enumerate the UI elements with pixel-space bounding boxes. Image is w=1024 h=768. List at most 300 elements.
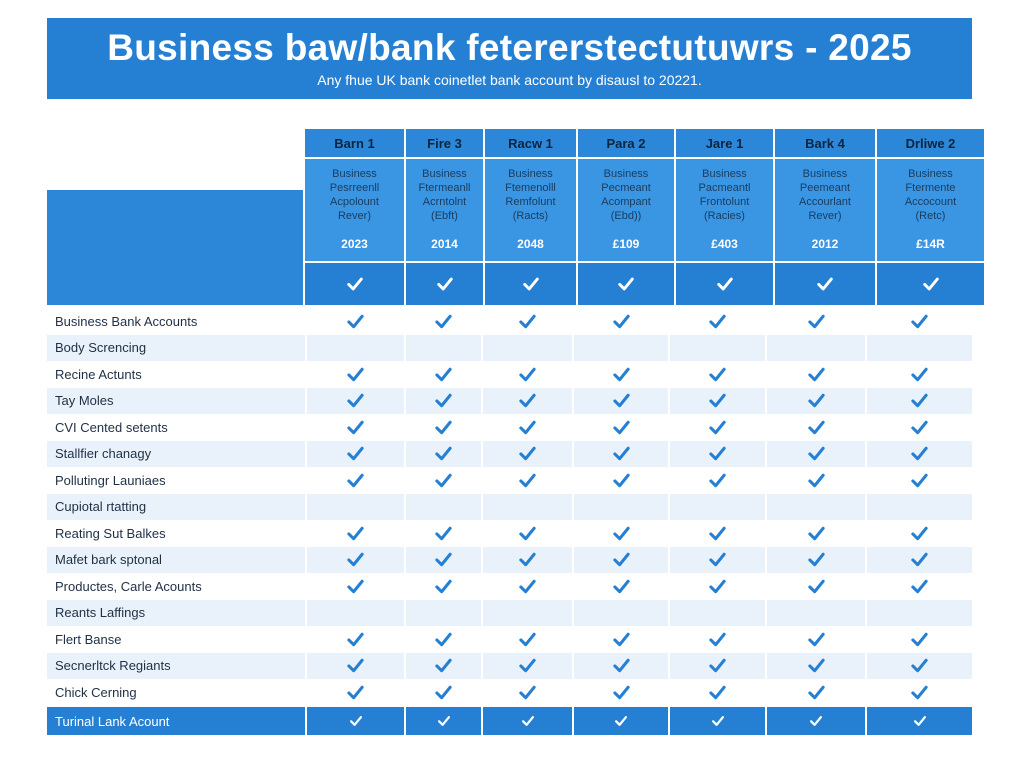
table-row xyxy=(47,441,972,468)
table-cell xyxy=(404,467,481,494)
check-icon xyxy=(434,312,453,331)
description-line: (Ebd)) xyxy=(610,210,642,222)
check-icon xyxy=(346,550,365,569)
check-icon xyxy=(518,471,537,490)
table-cell xyxy=(572,547,668,574)
check-icon xyxy=(346,683,365,702)
table-cell xyxy=(572,335,668,362)
table-cell xyxy=(481,494,572,521)
check-icon xyxy=(434,550,453,569)
table-cell xyxy=(305,547,404,574)
row-label: Productes, Carle Acounts xyxy=(55,578,202,594)
column-header xyxy=(485,129,578,305)
column-header xyxy=(305,129,406,305)
check-icon xyxy=(518,683,537,702)
check-icon xyxy=(346,365,365,384)
column-year: 2014 xyxy=(431,237,458,251)
check-icon xyxy=(612,524,631,543)
table-cell xyxy=(668,335,765,362)
title-banner xyxy=(47,18,972,99)
column-year: £109 xyxy=(612,237,640,251)
table-cell xyxy=(404,573,481,600)
check-icon xyxy=(518,630,537,649)
footer-label: Turinal Lank Acount xyxy=(55,713,170,729)
table-cell xyxy=(765,308,865,335)
check-icon xyxy=(617,275,635,293)
check-icon xyxy=(809,714,823,728)
table-cell xyxy=(668,388,765,415)
check-icon xyxy=(807,550,826,569)
check-icon xyxy=(612,418,631,437)
check-icon xyxy=(518,524,537,543)
check-icon xyxy=(910,365,929,384)
check-icon xyxy=(612,391,631,410)
check-icon xyxy=(434,577,453,596)
table-cell xyxy=(305,388,404,415)
header-check-cell xyxy=(578,263,674,305)
check-icon xyxy=(612,577,631,596)
description-line: Business xyxy=(508,168,553,180)
check-icon xyxy=(910,577,929,596)
table-cell xyxy=(572,388,668,415)
table-cell xyxy=(668,573,765,600)
check-icon xyxy=(434,630,453,649)
description-line: Ftermeanll xyxy=(418,182,471,194)
table-row xyxy=(47,626,972,653)
table-cell xyxy=(668,600,765,627)
check-icon xyxy=(346,391,365,410)
table-cell xyxy=(305,679,404,706)
check-icon xyxy=(518,550,537,569)
row-label: Business Bank Accounts xyxy=(55,313,198,329)
column-header xyxy=(676,129,775,305)
table-cell xyxy=(572,653,668,680)
footer-cell xyxy=(481,707,572,735)
row-label: Reants Laffings xyxy=(55,605,146,621)
check-icon xyxy=(612,444,631,463)
row-label: Chick Cerning xyxy=(55,684,137,700)
check-icon xyxy=(346,471,365,490)
table-row xyxy=(47,679,972,706)
row-label: Tay Moles xyxy=(55,393,114,409)
table-cell xyxy=(765,653,865,680)
footer-cell xyxy=(765,707,865,735)
table-cell xyxy=(305,467,404,494)
table-cell xyxy=(668,653,765,680)
table-row xyxy=(47,388,972,415)
table-cell xyxy=(481,388,572,415)
header-check-cell xyxy=(877,263,984,305)
table-cell xyxy=(572,494,668,521)
row-label: Mafet bark sptonal xyxy=(55,552,162,568)
check-icon xyxy=(910,524,929,543)
table-row xyxy=(47,494,972,521)
check-icon xyxy=(910,418,929,437)
check-icon xyxy=(807,444,826,463)
description-line: Business xyxy=(802,168,848,180)
check-icon xyxy=(708,524,727,543)
check-icon xyxy=(346,577,365,596)
table-cell xyxy=(865,467,972,494)
header-check-cell xyxy=(485,263,576,305)
footer-row xyxy=(47,707,972,735)
column-headers xyxy=(305,129,972,305)
description-line: Rever) xyxy=(337,210,371,222)
table-row xyxy=(47,335,972,362)
check-icon xyxy=(708,656,727,675)
table-cell xyxy=(404,335,481,362)
table-cell xyxy=(865,361,972,388)
table-cell xyxy=(668,679,765,706)
table-cell xyxy=(572,361,668,388)
description-line: Accocount xyxy=(904,196,957,208)
description-line: Ftermente xyxy=(905,182,956,194)
table-cell xyxy=(668,494,765,521)
check-icon xyxy=(346,444,365,463)
description-line: (Racies) xyxy=(704,210,745,222)
table-cell xyxy=(404,361,481,388)
check-icon xyxy=(346,656,365,675)
check-icon xyxy=(708,365,727,384)
row-label: Secnerltck Regiants xyxy=(55,658,171,674)
table-row xyxy=(47,653,972,680)
table-cell xyxy=(572,573,668,600)
check-icon xyxy=(434,418,453,437)
check-icon xyxy=(518,365,537,384)
check-icon xyxy=(708,418,727,437)
table-cell xyxy=(404,308,481,335)
table-cell xyxy=(481,600,572,627)
table-cell xyxy=(481,626,572,653)
check-icon xyxy=(708,312,727,331)
check-icon xyxy=(434,471,453,490)
check-icon xyxy=(708,550,727,569)
feature-rows xyxy=(47,308,972,706)
table-cell xyxy=(572,600,668,627)
table-cell xyxy=(572,308,668,335)
header-check-cell xyxy=(676,263,773,305)
table-cell xyxy=(404,441,481,468)
check-icon xyxy=(522,275,540,293)
check-icon xyxy=(346,312,365,331)
check-icon xyxy=(437,714,451,728)
check-icon xyxy=(807,391,826,410)
row-label: Recine Actunts xyxy=(55,366,142,382)
check-icon xyxy=(807,656,826,675)
check-icon xyxy=(910,391,929,410)
column-description xyxy=(406,159,483,263)
table-cell xyxy=(668,547,765,574)
table-cell xyxy=(481,573,572,600)
table-cell xyxy=(765,494,865,521)
description-line: Rever) xyxy=(808,210,842,222)
table-cell xyxy=(865,308,972,335)
check-icon xyxy=(612,683,631,702)
check-icon xyxy=(807,312,826,331)
description-line: (Ebft) xyxy=(431,210,458,222)
check-icon xyxy=(518,656,537,675)
check-icon xyxy=(913,714,927,728)
description-line: Accourlant xyxy=(799,196,851,208)
row-label: Stallfier chanagy xyxy=(55,446,152,462)
check-icon xyxy=(910,312,929,331)
check-icon xyxy=(434,391,453,410)
footer-cell xyxy=(305,707,404,735)
header-check-cell xyxy=(305,263,404,305)
check-icon xyxy=(518,312,537,331)
footer-cell xyxy=(865,707,972,735)
check-icon xyxy=(434,365,453,384)
check-icon xyxy=(612,630,631,649)
description-line: Business xyxy=(908,168,953,180)
check-icon xyxy=(708,683,727,702)
table-cell xyxy=(865,626,972,653)
check-icon xyxy=(708,577,727,596)
check-icon xyxy=(708,444,727,463)
table-cell xyxy=(481,653,572,680)
description-line: Remfolunt xyxy=(505,196,556,208)
description-line: Business xyxy=(702,168,747,180)
table-cell xyxy=(572,414,668,441)
column-year: £403 xyxy=(711,237,738,251)
table-row xyxy=(47,308,972,335)
header-check-cell xyxy=(775,263,875,305)
table-cell xyxy=(305,441,404,468)
description-line: (Retc) xyxy=(915,210,946,222)
table-cell xyxy=(305,414,404,441)
description-line: Pecmeant xyxy=(601,182,651,194)
column-description xyxy=(305,159,404,263)
table-cell xyxy=(404,388,481,415)
table-cell xyxy=(765,626,865,653)
table-cell xyxy=(481,308,572,335)
table-cell xyxy=(481,335,572,362)
check-icon xyxy=(612,471,631,490)
table-row xyxy=(47,414,972,441)
row-header-block xyxy=(47,190,303,305)
check-icon xyxy=(910,550,929,569)
row-label: Flert Banse xyxy=(55,631,122,647)
table-row xyxy=(47,547,972,574)
check-icon xyxy=(910,471,929,490)
table-cell xyxy=(572,626,668,653)
table-cell xyxy=(305,361,404,388)
description-line: Acrntolnt xyxy=(422,196,467,208)
table-row xyxy=(47,600,972,627)
column-year: £14R xyxy=(916,237,945,251)
column-header xyxy=(578,129,676,305)
check-icon xyxy=(910,630,929,649)
column-description xyxy=(485,159,576,263)
table-cell xyxy=(481,441,572,468)
check-icon xyxy=(518,444,537,463)
table-cell xyxy=(572,679,668,706)
description-line: Business xyxy=(332,168,377,180)
table-cell xyxy=(481,520,572,547)
table-cell xyxy=(305,653,404,680)
description-line: Frontolunt xyxy=(699,196,750,208)
column-name: Barn 1 xyxy=(305,129,404,159)
check-icon xyxy=(518,418,537,437)
table-cell xyxy=(305,626,404,653)
table-row xyxy=(47,361,972,388)
check-icon xyxy=(807,577,826,596)
table-cell xyxy=(865,414,972,441)
column-description xyxy=(877,159,984,263)
column-year: 2023 xyxy=(341,237,368,251)
table-cell xyxy=(481,361,572,388)
row-label: CVI Cented setents xyxy=(55,419,168,435)
description-line: Ftemenolll xyxy=(505,182,556,194)
description-line: Business xyxy=(603,168,649,180)
table-cell xyxy=(404,520,481,547)
column-description xyxy=(676,159,773,263)
footer-cell xyxy=(404,707,481,735)
column-header xyxy=(877,129,984,305)
check-icon xyxy=(816,275,834,293)
check-icon xyxy=(436,275,454,293)
table-cell xyxy=(865,441,972,468)
check-icon xyxy=(612,550,631,569)
column-description xyxy=(775,159,875,263)
table-cell xyxy=(668,361,765,388)
table-cell xyxy=(668,520,765,547)
page-title: Business baw/bank fetererstectutuwrs - 2025 xyxy=(107,27,912,68)
table-cell xyxy=(865,388,972,415)
check-icon xyxy=(716,275,734,293)
column-name: Para 2 xyxy=(578,129,674,159)
table-cell xyxy=(765,573,865,600)
description-line: Pacmeantl xyxy=(698,182,751,194)
row-label: Cupiotal rtatting xyxy=(55,499,147,515)
column-name: Jare 1 xyxy=(676,129,773,159)
check-icon xyxy=(807,365,826,384)
check-icon xyxy=(807,683,826,702)
check-icon xyxy=(711,714,725,728)
table-row xyxy=(47,573,972,600)
description-line: Acpolount xyxy=(330,196,379,208)
table-cell xyxy=(865,679,972,706)
table-cell xyxy=(572,441,668,468)
table-cell xyxy=(404,414,481,441)
check-icon xyxy=(434,656,453,675)
check-icon xyxy=(612,365,631,384)
table-row xyxy=(47,520,972,547)
table-cell xyxy=(765,361,865,388)
table-cell xyxy=(765,600,865,627)
table-cell xyxy=(404,600,481,627)
row-label: Pollutingr Launiaes xyxy=(55,472,166,488)
check-icon xyxy=(910,656,929,675)
description-line: Business xyxy=(422,168,467,180)
table-cell xyxy=(668,467,765,494)
description-line: Pesrreenll xyxy=(329,182,380,194)
check-icon xyxy=(708,471,727,490)
column-name: Bark 4 xyxy=(775,129,875,159)
header-check-cell xyxy=(406,263,483,305)
table-cell xyxy=(668,414,765,441)
description-line: (Racts) xyxy=(512,210,549,222)
table-cell xyxy=(305,573,404,600)
check-icon xyxy=(612,312,631,331)
table-cell xyxy=(765,335,865,362)
table-cell xyxy=(865,520,972,547)
table-cell xyxy=(765,441,865,468)
table-cell xyxy=(305,335,404,362)
check-icon xyxy=(518,577,537,596)
table-cell xyxy=(865,547,972,574)
check-icon xyxy=(910,683,929,702)
check-icon xyxy=(807,471,826,490)
check-icon xyxy=(807,524,826,543)
table-cell xyxy=(765,414,865,441)
row-label: Body Screncing xyxy=(55,340,147,356)
check-icon xyxy=(434,524,453,543)
check-icon xyxy=(708,391,727,410)
column-name: Racw 1 xyxy=(485,129,576,159)
table-cell xyxy=(572,520,668,547)
description-line: Acompant xyxy=(601,196,651,208)
table-cell xyxy=(765,467,865,494)
table-cell xyxy=(865,653,972,680)
table-cell xyxy=(404,547,481,574)
table-cell xyxy=(865,335,972,362)
check-icon xyxy=(434,444,453,463)
column-name: Drliwe 2 xyxy=(877,129,984,159)
table-cell xyxy=(765,388,865,415)
page-subtitle: Any fhue UK bank coinetlet bank account by disausl to 20221. xyxy=(317,72,702,88)
table-cell xyxy=(668,626,765,653)
table-cell xyxy=(481,414,572,441)
row-label: Reating Sut Balkes xyxy=(55,525,166,541)
table-cell xyxy=(572,467,668,494)
table-cell xyxy=(305,308,404,335)
check-icon xyxy=(349,714,363,728)
table-cell xyxy=(305,520,404,547)
table-cell xyxy=(668,308,765,335)
footer-cell xyxy=(572,707,668,735)
table-row xyxy=(47,467,972,494)
footer-cell xyxy=(668,707,765,735)
check-icon xyxy=(614,714,628,728)
table-cell xyxy=(765,547,865,574)
column-year: 2012 xyxy=(811,237,839,251)
check-icon xyxy=(910,444,929,463)
check-icon xyxy=(807,418,826,437)
column-header xyxy=(406,129,485,305)
table-cell xyxy=(404,653,481,680)
check-icon xyxy=(346,275,364,293)
check-icon xyxy=(612,656,631,675)
table-cell xyxy=(481,547,572,574)
table-cell xyxy=(865,573,972,600)
table-cell xyxy=(765,520,865,547)
check-icon xyxy=(434,683,453,702)
column-year: 2048 xyxy=(517,237,544,251)
column-name: Fire 3 xyxy=(406,129,483,159)
check-icon xyxy=(346,524,365,543)
check-icon xyxy=(922,275,940,293)
table-cell xyxy=(404,626,481,653)
table-cell xyxy=(404,494,481,521)
check-icon xyxy=(807,630,826,649)
description-line: Peemeant xyxy=(799,182,851,194)
table-cell xyxy=(305,494,404,521)
check-icon xyxy=(518,391,537,410)
table-cell xyxy=(481,679,572,706)
check-icon xyxy=(521,714,535,728)
column-header xyxy=(775,129,877,305)
